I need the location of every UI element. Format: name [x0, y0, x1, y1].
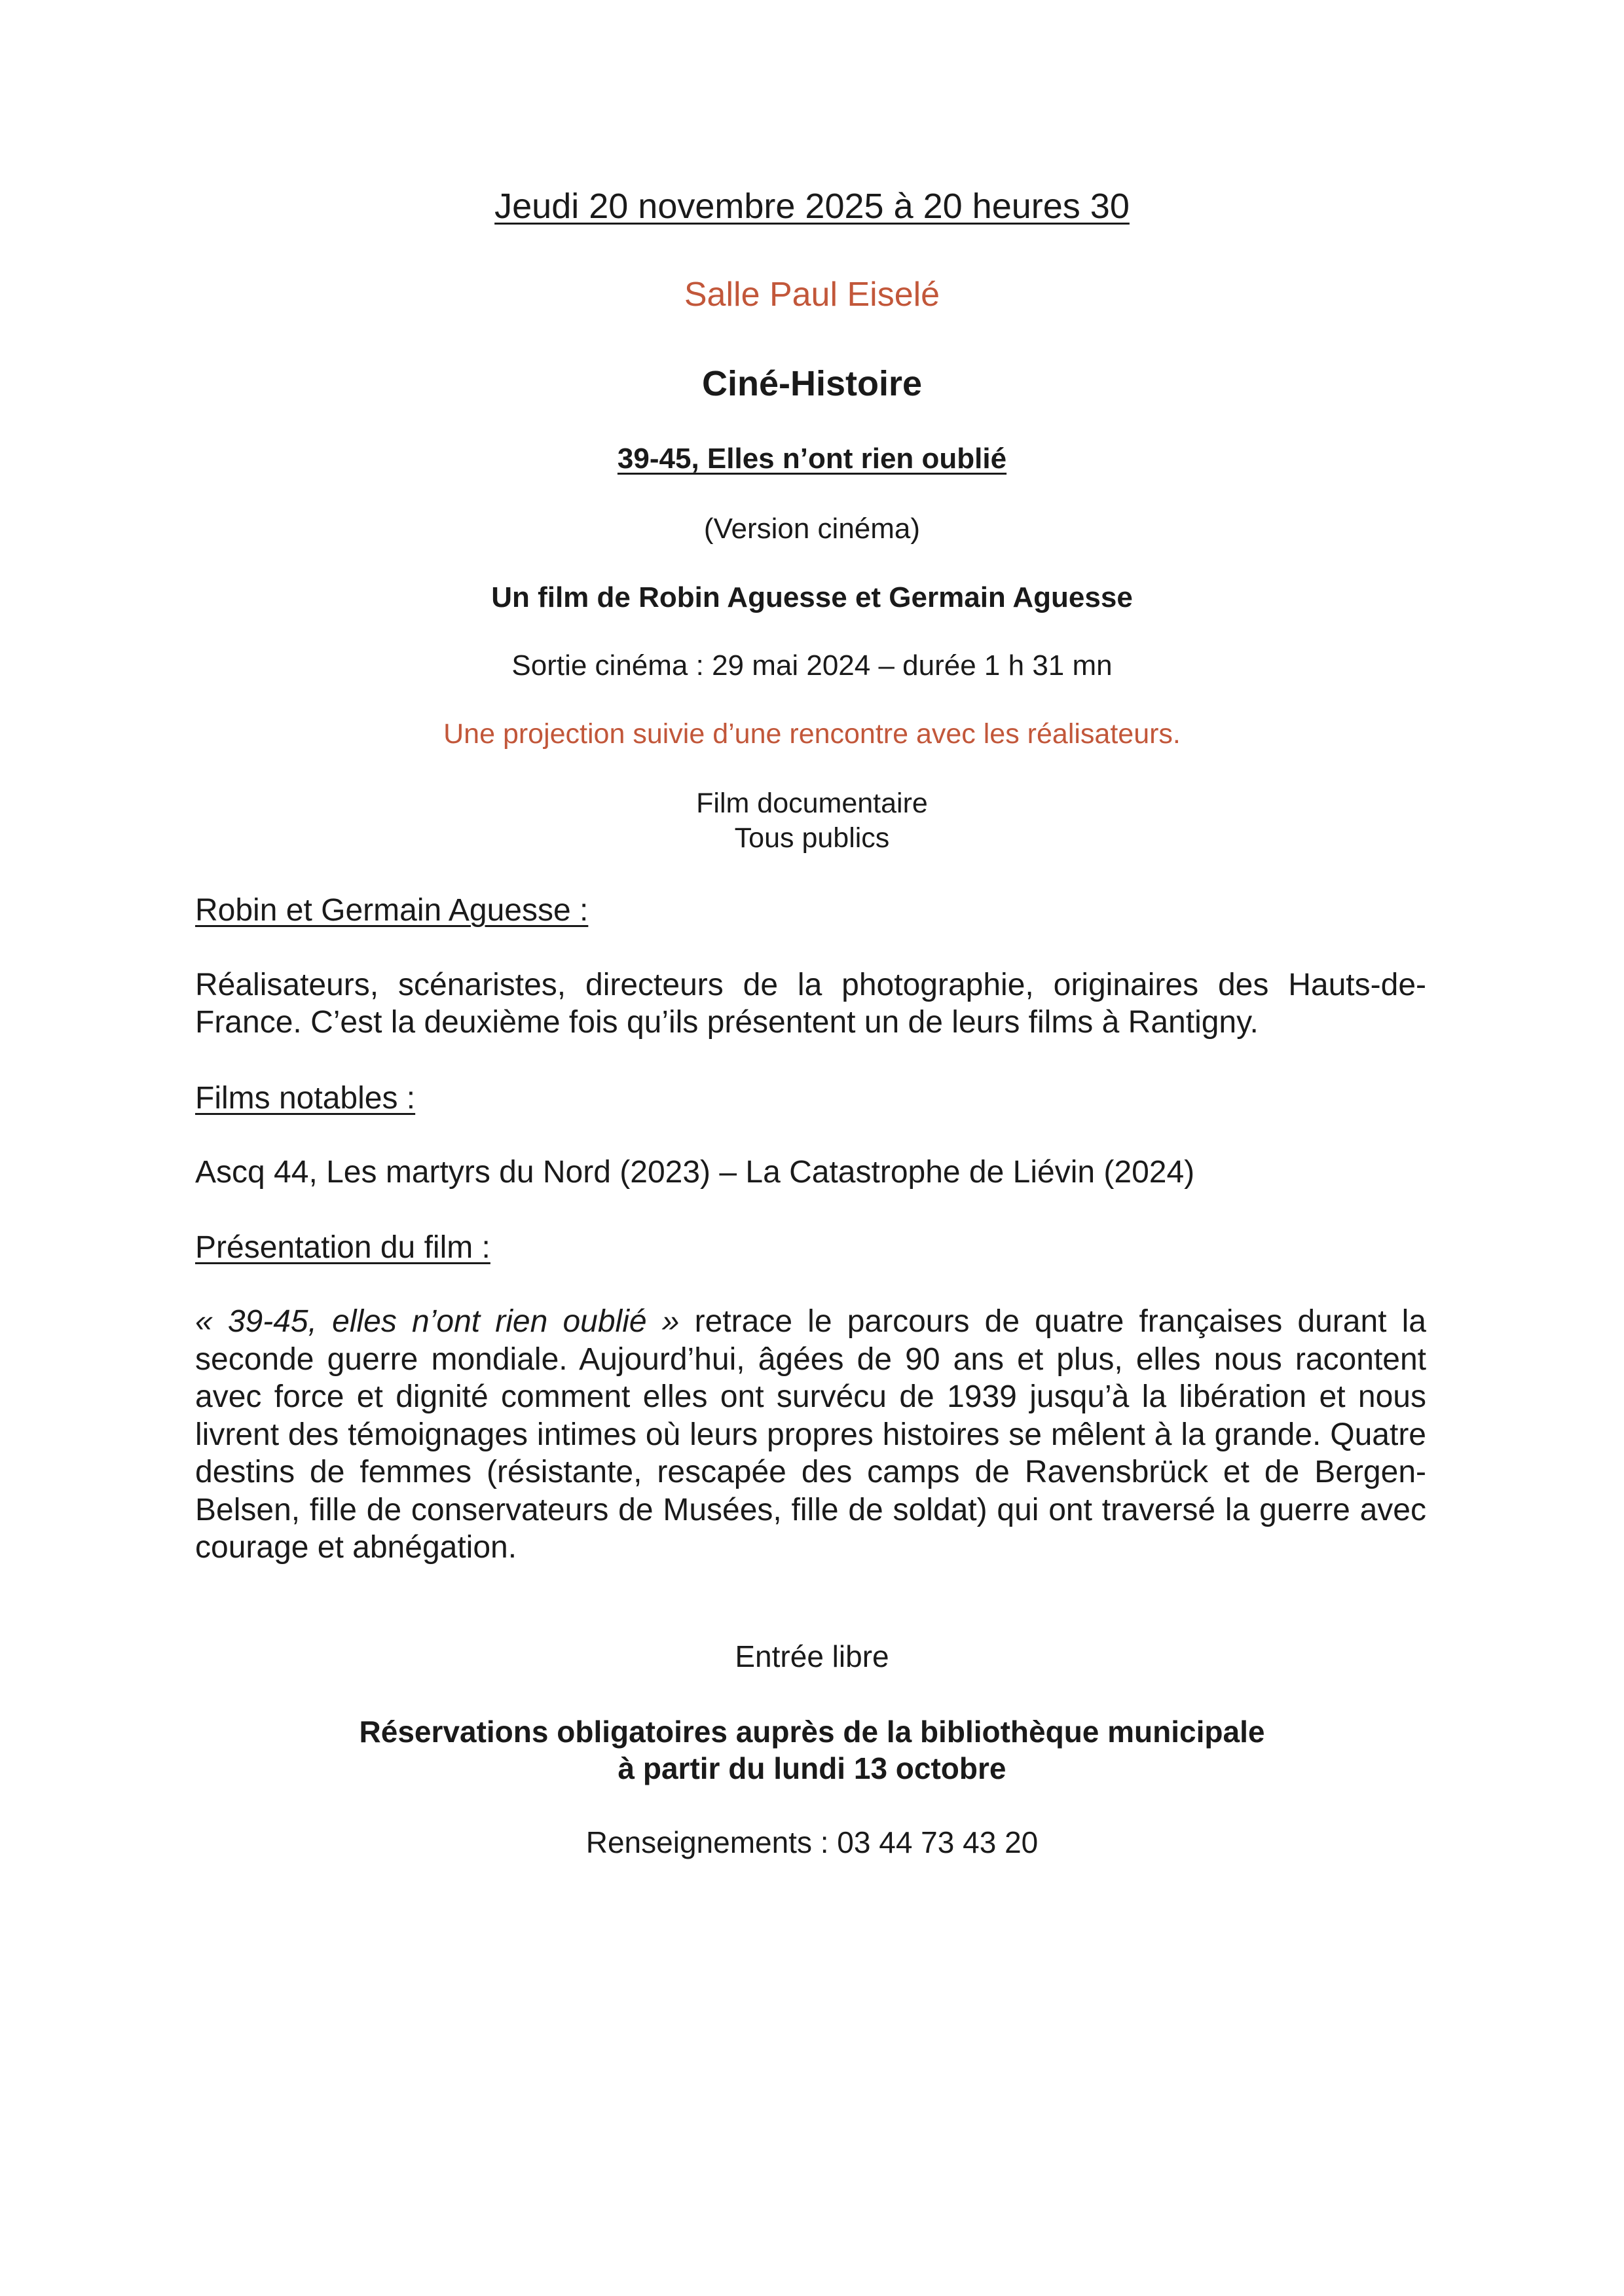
film-genre: Film documentaire	[696, 788, 928, 819]
notable-films-heading: Films notables :	[195, 1081, 416, 1116]
presentation-body: retrace le parcours de quatre françaises durant la seconde guerre mondiale. Aujourd’hui, âgées de 90 ans et plus, elles nous racontent avec force et dignité comment elles ont survécu de 1939 jusqu’à la libération et nous livrent des témoignages intimes où leurs propres histoires se mêlent à la grande. Quatre destins de femmes (résistante, rescapée des camps de Ravensbrück et de Bergen-Belsen, fille de conservateurs de Musées, fille de soldat) qui ont traversé la guerre avec courage et abnégation.	[195, 1304, 1427, 1565]
event-series: Ciné-Histoire	[701, 364, 923, 403]
film-title: 39-45, Elles n’ont rien oublié	[617, 443, 1007, 475]
film-version: (Version cinéma)	[703, 513, 921, 545]
presentation-text	[195, 1303, 1426, 1567]
film-release: Sortie cinéma : 29 mai 2024 – durée 1 h 31 mn	[511, 649, 1113, 682]
projection-note: Une projection suivie d’une rencontre avec les réalisateurs.	[443, 718, 1181, 750]
entry-info: Entrée libre	[735, 1639, 889, 1673]
presentation-film-title: « 39-45, elles n’ont rien oublié »	[195, 1304, 680, 1339]
event-date-time: Jeudi 20 novembre 2025 à 20 heures 30	[494, 187, 1130, 226]
event-venue: Salle Paul Eiselé	[684, 276, 940, 314]
reservation-line-1: Réservations obligatoires auprès de la bibliothèque municipale	[359, 1715, 1265, 1749]
notable-films-list: Ascq 44, Les martyrs du Nord (2023) – La Catastrophe de Liévin (2024)	[195, 1155, 1195, 1190]
presentation-heading: Présentation du film :	[195, 1230, 490, 1265]
reservation-line-2: à partir du lundi 13 octobre	[618, 1751, 1006, 1785]
directors-bio: Réalisateurs, scénaristes, directeurs de la photographie, originaires des Hauts-de-France. C’est la deuxième fois qu’ils présentent un de leurs films à Rantigny.	[195, 968, 1426, 1040]
contact-info: Renseignements : 03 44 73 43 20	[585, 1825, 1039, 1859]
film-audience: Tous publics	[734, 822, 890, 854]
directors-heading: Robin et Germain Aguesse :	[195, 893, 589, 928]
film-credits: Un film de Robin Aguesse et Germain Aguesse	[491, 581, 1133, 613]
